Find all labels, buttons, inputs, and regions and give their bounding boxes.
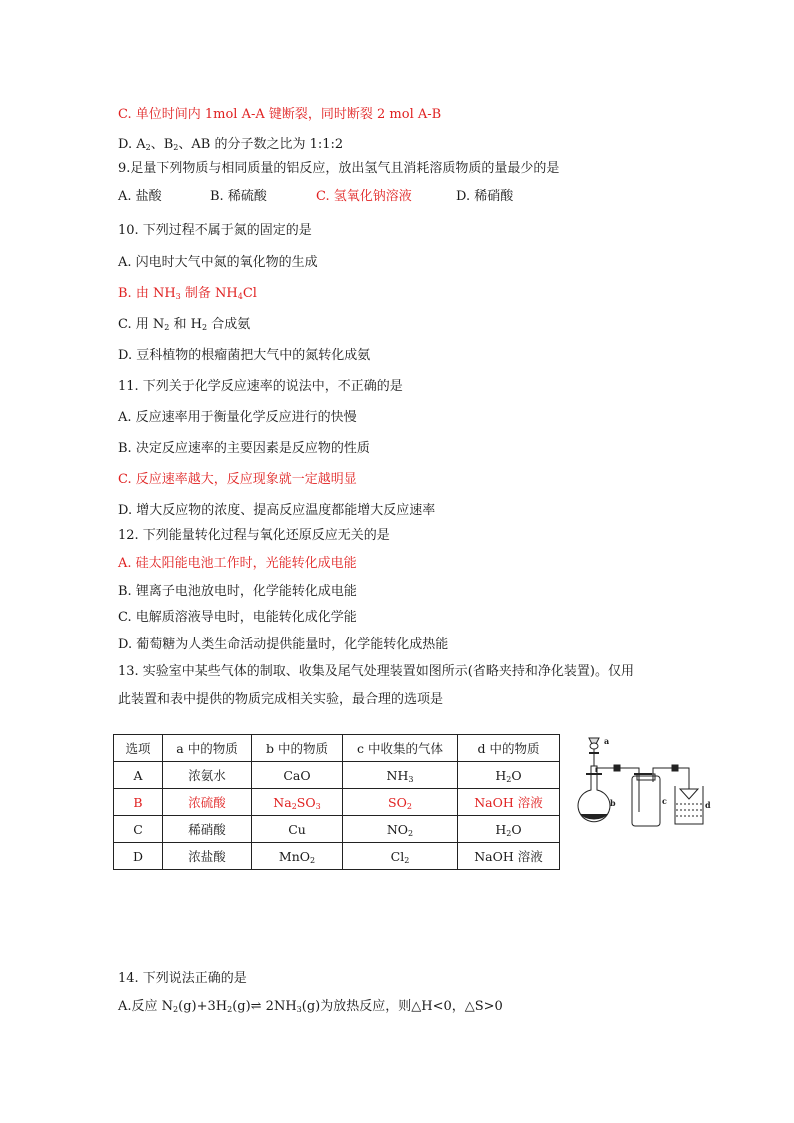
q9-stem: 9.足量下列物质与相同质量的铝反应，放出氢气且消耗溶质物质的量最少的是 bbox=[118, 161, 560, 176]
table-cell: 浓盐酸 bbox=[163, 843, 252, 870]
table-cell: $SO_2$ bbox=[343, 789, 458, 816]
q13-stem-line2: 此装置和表中提供的物质完成相关实验，最合理的选项是 bbox=[118, 692, 444, 707]
q12-option-d: D. 葡萄糖为人类生命活动提供能量时，化学能转化成热能 bbox=[118, 637, 449, 652]
table-row bbox=[114, 762, 560, 789]
q10-option-a: A. 闪电时大气中氮的氧化物的生成 bbox=[118, 255, 318, 270]
header-cell: 选项 bbox=[114, 735, 163, 762]
header-cell: a 中的物质 bbox=[163, 735, 252, 762]
q9-option-b: B. 稀硫酸 bbox=[210, 189, 267, 204]
q10-option-c: C. 用 $N_2$ 和 $H_2$ 合成氨 bbox=[118, 317, 251, 332]
q12-option-b: B. 锂离子电池放电时，化学能转化成电能 bbox=[118, 584, 357, 599]
table-cell: D bbox=[114, 843, 163, 870]
apparatus-label-c: c bbox=[662, 796, 667, 806]
q10-option-b: B. 由 $NH_3$ 制备 $NH_4Cl$ bbox=[118, 286, 257, 301]
table-cell: Cu bbox=[252, 816, 343, 843]
q9-option-c: C. 氢氧化钠溶液 bbox=[316, 189, 412, 204]
q9-option-d: D. 稀硝酸 bbox=[456, 189, 514, 204]
q8-option-d: D. $A_2$、$B_2$、AB 的分子数之比为 1:1:2 bbox=[118, 137, 344, 152]
q11-option-a: A. 反应速率用于衡量化学反应进行的快慢 bbox=[118, 410, 357, 425]
q10-option-d: D. 豆科植物的根瘤菌把大气中的氮转化成氨 bbox=[118, 348, 371, 363]
table-row bbox=[114, 843, 560, 870]
table-cell: NaOH 溶液 bbox=[458, 843, 560, 870]
apparatus-label-d: d bbox=[705, 800, 711, 810]
table-cell: CaO bbox=[252, 762, 343, 789]
q13-stem-line1: 13. 实验室中某些气体的制取、收集及尾气处理装置如图所示(省略夹持和净化装置)。仅用 bbox=[118, 664, 634, 679]
table-cell: 浓氨水 bbox=[163, 762, 252, 789]
q10-stem: 10. 下列过程不属于氮的固定的是 bbox=[118, 223, 312, 238]
table-cell: $H_2O$ bbox=[458, 816, 560, 843]
table-cell: MnO$_2$ bbox=[252, 843, 343, 870]
table-cell: NaOH 溶液 bbox=[458, 789, 560, 816]
table-cell: $NH_3$ bbox=[343, 762, 458, 789]
apparatus-label-b: b bbox=[610, 798, 616, 808]
table-cell: B bbox=[114, 789, 163, 816]
header-cell: b 中的物质 bbox=[252, 735, 343, 762]
apparatus-label-a: a bbox=[604, 736, 610, 746]
table-row-answer bbox=[114, 789, 560, 816]
q14-stem: 14. 下列说法正确的是 bbox=[118, 971, 247, 986]
header-cell: c 中收集的气体 bbox=[343, 735, 458, 762]
table-cell: 稀硝酸 bbox=[163, 816, 252, 843]
q11-option-c: C. 反应速率越大，反应现象就一定越明显 bbox=[118, 472, 357, 487]
gas-apparatus-diagram bbox=[574, 734, 714, 834]
table-cell: $Na_2SO_3$ bbox=[252, 789, 343, 816]
table-cell: C bbox=[114, 816, 163, 843]
q12-option-a: A. 硅太阳能电池工作时，光能转化成电能 bbox=[118, 556, 357, 571]
table-cell: A bbox=[114, 762, 163, 789]
q11-stem: 11. 下列关于化学反应速率的说法中，不正确的是 bbox=[118, 379, 403, 394]
table-row bbox=[114, 816, 560, 843]
table-cell: $NO_2$ bbox=[343, 816, 458, 843]
q14-option-a: A.反应 $N_2(g)+3H_2(g)\rightleftharpoons$ $2NH_3(g)$为放热反应，则△H<0，△S>0 bbox=[118, 999, 503, 1014]
q8-option-c: C. 单位时间内 1mol A-A 键断裂，同时断裂 2 mol A-B bbox=[118, 107, 442, 122]
q12-stem: 12. 下列能量转化过程与氧化还原反应无关的是 bbox=[118, 528, 390, 543]
table-cell: 浓硫酸 bbox=[163, 789, 252, 816]
q13-table bbox=[113, 734, 560, 870]
table-cell: $H_2O$ bbox=[458, 762, 560, 789]
q11-option-b: B. 决定反应速率的主要因素是反应物的性质 bbox=[118, 441, 370, 456]
header-cell: d 中的物质 bbox=[458, 735, 560, 762]
table-cell: $Cl_2$ bbox=[343, 843, 458, 870]
q12-option-c: C. 电解质溶液导电时，电能转化成化学能 bbox=[118, 610, 357, 625]
q9-option-a: A. 盐酸 bbox=[118, 189, 162, 204]
q11-option-d: D. 增大反应物的浓度、提高反应温度都能增大反应速率 bbox=[118, 503, 436, 518]
table-header-row bbox=[114, 735, 560, 762]
